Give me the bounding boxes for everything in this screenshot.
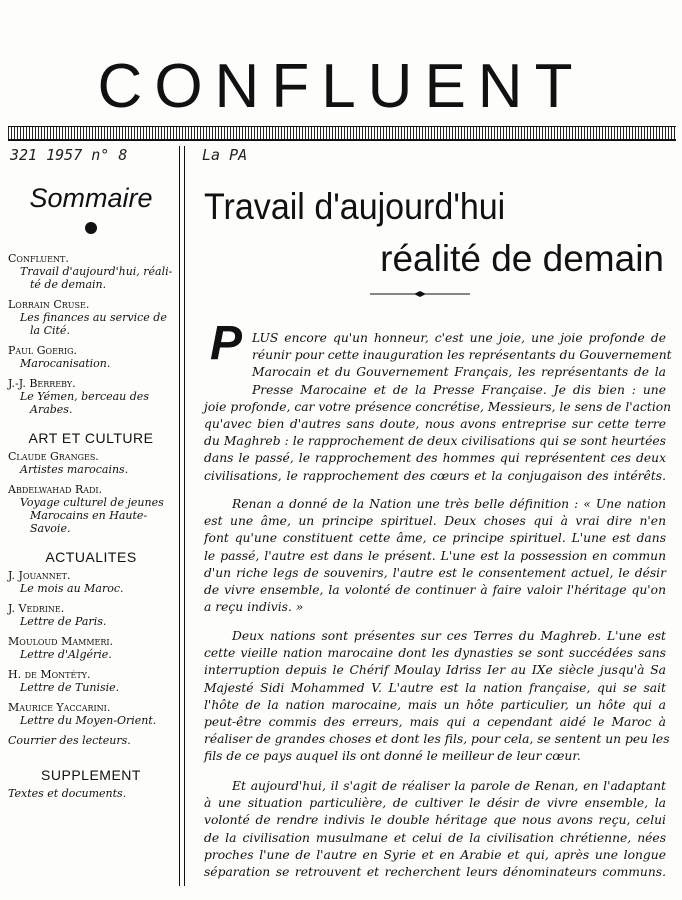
sommaire-section — [8, 430, 174, 535]
entry-title: Marocanisation. — [20, 357, 111, 370]
entry-title — [8, 496, 174, 535]
text-line: Presse Marocaine et de la Presse Française. Je dis bien : une — [252, 382, 666, 397]
text-line: est une âme, un principe spirituel. Deux choses qui à vrai dire n'en — [204, 514, 666, 529]
sommaire-entry[interactable] — [8, 483, 174, 535]
text-line: Deux nations sont présentes sur ces Terres du Maghreb. L'une est — [232, 629, 666, 643]
article-headline: Travail d'aujourd'hui — [204, 186, 506, 227]
text-line: peut-être commis des erreurs, mais qui a cependant aidé le Maroc à — [204, 715, 666, 730]
sommaire-title: Sommaire — [29, 183, 153, 213]
text-line: dans le passé, le rapprochement des hommes qui représentent ces deux — [204, 451, 666, 466]
sommaire-entry[interactable] — [8, 569, 174, 595]
entry-title — [8, 311, 174, 337]
entry-title — [8, 265, 174, 291]
sommaire-entry[interactable] — [8, 298, 174, 337]
handwritten-note-left: 321 1957 n° 8 — [10, 146, 128, 164]
entry-title: Textes et documents. — [8, 787, 127, 800]
text-line: Et aujourd'hui, il s'agit de réaliser la parole de Renan, en l'adaptant — [232, 779, 666, 793]
entry-title: Lettre de Tunisie. — [20, 681, 120, 694]
sommaire-entry[interactable] — [8, 377, 174, 416]
entry-title-line: Marocains en Haute- — [30, 509, 148, 522]
section-heading: ART ET CULTURE — [28, 430, 154, 446]
entry-author: Maurice Yaccarini. — [8, 701, 111, 714]
column-divider — [184, 146, 185, 886]
text-line: le passé, l'autre est dans le présent. L'une est la possession en commun — [204, 548, 666, 563]
text-line: de la civilisation musulmane et celui de la civilisation chrétienne, nées — [204, 830, 666, 845]
entry-author: Mouloud Mammeri. — [8, 635, 114, 648]
entry-title-line: Voyage culturel de jeunes — [20, 496, 164, 509]
text-line: fils de ce pays auquel ils ont donné le meilleur de leur cœur. — [204, 749, 581, 764]
sommaire-entry[interactable] — [8, 701, 174, 727]
masthead-rule-lower — [8, 140, 676, 141]
entry-title: Courrier des lecteurs. — [8, 734, 131, 747]
sommaire-entry[interactable] — [8, 450, 174, 476]
sommaire-entry[interactable] — [8, 344, 174, 370]
section-heading: ACTUALITES — [45, 549, 137, 565]
text-line: interruption depuis le Chérif Moulay Idriss Ier au IXe siècle jusqu'à Sa — [204, 663, 666, 678]
text-line: cette vieille nation marocaine dont les dynasties se sont succédées sans — [204, 646, 666, 661]
article-headline-line2: réalité de demain — [380, 238, 664, 279]
entry-author: Abdelwahad Radi. — [8, 483, 103, 496]
entry-title — [8, 390, 174, 416]
text-line: font qu'une constituent cette âme, ce principe spirituel. L'une est dans — [204, 531, 666, 546]
sommaire-entry[interactable] — [8, 635, 174, 661]
sommaire-entry[interactable] — [8, 734, 174, 747]
entry-title: Le mois au Maroc. — [20, 582, 124, 595]
entry-title-line: la Cité. — [30, 324, 70, 337]
article-paragraph — [204, 628, 670, 766]
entry-title-line: Travail d'aujourd'hui, réali- — [20, 265, 173, 278]
article-paragraph — [204, 778, 666, 881]
text-line: volonté de rendre indivis le double héritage que nous avons reçu, celui — [204, 813, 666, 828]
ornament-divider-icon — [370, 290, 470, 298]
text-line: séparation se retrouvent et recherchent leurs dénominateurs communs. — [204, 865, 666, 880]
handwritten-note-right: La PA — [202, 146, 248, 164]
masthead-title: CONFLUENT — [97, 52, 585, 121]
masthead-rule — [8, 126, 676, 140]
sommaire-sidebar — [8, 182, 174, 800]
entry-author: J. Vedrine. — [8, 602, 65, 615]
sommaire-section — [8, 767, 174, 800]
entry-title-line: Les finances au service de — [20, 311, 167, 324]
text-line: joie profonde, car votre présence concrétise, Messieurs, le sens de l'action — [204, 399, 672, 414]
text-line: LUS encore qu'un honneur, c'est une joie, une joie profonde de — [252, 331, 666, 345]
text-line: Renan a donné de la Nation une très belle définition : « Une nation — [232, 497, 666, 511]
article-paragraph — [204, 496, 666, 616]
text-line: civilisations, le rapprochement des cœurs et la conjugaison des intérêts. — [204, 468, 666, 483]
entry-author: J.-J. Berreby. — [8, 377, 76, 390]
text-line: de vivre ensemble, la volonté de continuer à faire valoir l'héritage qu'on — [204, 583, 666, 598]
entry-author: J. Jouannet. — [8, 569, 71, 582]
text-line: réaliser de grandes choses et dont les fils, pour cela, se sentent un peu les — [204, 732, 670, 747]
text-line: proches l'une de l'autre en Syrie et en Arabie et qui, après une longue — [204, 847, 666, 862]
entry-author: Paul Goerig. — [8, 344, 77, 357]
entry-title-line: Arabes. — [30, 403, 73, 416]
entry-title-line: Le Yémen, berceau des — [20, 390, 149, 403]
text-line: à une situation particulière, de cultiver le désir de vivre ensemble, la — [204, 796, 666, 811]
text-line: du Maghreb : le rapprochement de deux civilisations qui se sont heurtées — [204, 434, 666, 449]
entry-title-line: té de demain. — [30, 278, 107, 291]
drop-cap: P — [210, 317, 243, 370]
text-line: Marocain et du Gouvernement Français, les représentants de la — [252, 365, 666, 380]
article-paragraph — [204, 330, 672, 485]
entry-title: Lettre de Paris. — [20, 615, 107, 628]
entry-author: Confluent. — [8, 252, 69, 265]
section-heading: SUPPLEMENT — [41, 767, 141, 783]
sommaire-entry[interactable] — [8, 787, 174, 800]
entry-title: Lettre du Moyen-Orient. — [20, 714, 157, 727]
sommaire-section — [8, 252, 174, 416]
text-line: d'un riche legs de souvenirs, l'autre est le consentement actuel, le désir — [204, 565, 666, 580]
entry-author: Lorrain Cruse. — [8, 298, 90, 311]
entry-title: Lettre d'Algérie. — [20, 648, 112, 661]
text-line: l'hôte de la nation marocaine, mais un hôte particulier, un hôte qui a — [204, 697, 666, 712]
text-line: qu'avec bien d'autres sans doute, nous avons entreprise sur cette terre — [204, 417, 666, 432]
entry-author: Claude Granges. — [8, 450, 99, 463]
text-line: Majesté Sidi Mohammed V. L'autre est la nation française, qui se sait — [204, 680, 666, 695]
bullet-ornament — [85, 222, 97, 234]
sommaire-entry[interactable] — [8, 602, 174, 628]
sommaire-section — [8, 549, 174, 747]
text-line: réunir pour cette inauguration les représentants du Gouvernement — [252, 348, 672, 363]
sommaire-entry[interactable] — [8, 252, 174, 291]
entry-author: H. de Montéty. — [8, 668, 91, 681]
entry-title: Artistes marocains. — [20, 463, 129, 476]
column-divider — [179, 146, 180, 886]
entry-title-line: Savoie. — [30, 522, 71, 535]
sommaire-entry[interactable] — [8, 668, 174, 694]
text-line: a reçu indivis. » — [204, 600, 304, 615]
